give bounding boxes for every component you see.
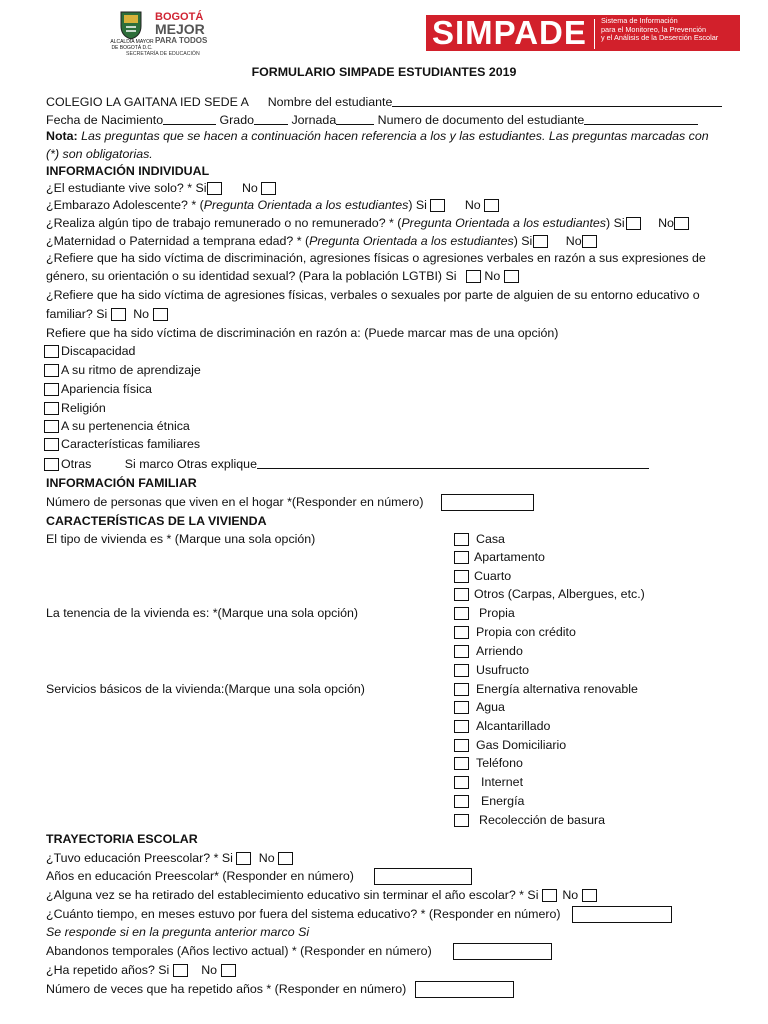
servicio-option[interactable] — [454, 682, 638, 697]
q-trabajo-end: ) Si — [606, 216, 625, 230]
no-label: No — [658, 216, 674, 230]
retirado-no-checkbox[interactable] — [582, 889, 597, 902]
personas-hogar-field[interactable] — [441, 494, 534, 511]
q-trabajo-italic: Pregunta Orientada a los estudiantes — [401, 216, 607, 230]
simpade-sub-line1: Sistema de Información — [601, 16, 678, 25]
q-maternidad — [46, 234, 597, 249]
fecha-label: Fecha de Nacimiento — [46, 113, 164, 127]
disc-label: Discapacidad — [61, 344, 136, 358]
disc-option[interactable] — [44, 419, 190, 434]
vivienda-heading: CARACTERÍSTICAS DE LA VIVIENDA — [46, 514, 267, 528]
q-agresiones-1: ¿Refiere que ha sido víctima de agresiones físicas, verbales o sexuales por parte de alguien de su entorno educativo o — [46, 288, 700, 302]
no-label: No — [133, 307, 150, 321]
tiempo-fuera-field[interactable] — [572, 906, 672, 923]
servicio-option[interactable] — [454, 756, 523, 771]
disc-option-otras[interactable] — [44, 457, 649, 472]
nota-line — [46, 129, 709, 144]
tipo-label: Casa — [476, 532, 505, 546]
maternidad-si-checkbox[interactable] — [533, 235, 548, 248]
no-label: No — [201, 963, 218, 977]
q-preescolar — [46, 851, 293, 866]
form-title: FORMULARIO SIMPADE ESTUDIANTES 2019 — [251, 65, 517, 79]
tenencia-label: Usufructo — [476, 663, 530, 677]
tenencia-label: Propia con crédito — [476, 625, 576, 639]
disc-checkbox[interactable] — [44, 402, 59, 415]
tipo-option[interactable] — [454, 569, 511, 584]
bogota-crest-icon — [118, 10, 144, 40]
servicio-checkbox[interactable] — [454, 795, 469, 808]
servicio-checkbox[interactable] — [454, 739, 469, 752]
disc-checkbox[interactable] — [44, 458, 59, 471]
q-maternidad-text: ¿Maternidad o Paternidad a temprana edad? * ( — [46, 234, 310, 248]
disc-label: Características familiares — [61, 437, 201, 451]
disc-option[interactable] — [44, 437, 200, 452]
simpade-divider — [594, 19, 595, 49]
discriminacion-heading: Refiere que ha sido víctima de discriminación en razón a: (Puede marcar mas de una opción) — [46, 326, 559, 340]
tenencia-label: La tenencia de la vivienda es: *(Marque una sola opción) — [46, 606, 359, 620]
q-embarazo-italic: Pregunta Orientada a los estudiantes — [203, 198, 409, 212]
disc-label: Apariencia física — [61, 382, 152, 396]
bogota-logo-line2: MEJOR — [155, 21, 205, 37]
fecha-line — [46, 113, 698, 128]
q-embarazo-text: ¿Embarazo Adolescente? * ( — [46, 198, 204, 212]
q-retirado — [46, 888, 597, 903]
nombre-field[interactable] — [392, 106, 722, 107]
bogota-logo-line1: BOGOTÁ — [155, 11, 204, 23]
bogota-logo-line3: PARA TODOS — [155, 36, 208, 45]
no-label: No — [562, 888, 579, 902]
no-label: No — [241, 181, 258, 195]
servicio-label: Internet — [481, 775, 524, 789]
trabajo-si-checkbox[interactable] — [626, 217, 641, 230]
tipo-checkbox[interactable] — [454, 533, 469, 546]
anos-preescolar-field[interactable] — [374, 868, 472, 885]
tenencia-checkbox[interactable] — [454, 607, 469, 620]
tipo-checkbox[interactable] — [454, 588, 469, 601]
grado-label: Grado — [219, 113, 254, 127]
embarazo-si-checkbox[interactable] — [430, 199, 445, 212]
tenencia-option[interactable] — [454, 606, 515, 621]
disc-option[interactable] — [44, 401, 106, 416]
nota-text: Las preguntas que se hacen a continuación hacen referencia a los y las estudiantes. Las preguntas marcadas con — [81, 129, 709, 143]
tipo-checkbox[interactable] — [454, 551, 469, 564]
nota-text-2: (*) son obligatorias. — [46, 147, 153, 161]
documento-field[interactable] — [584, 124, 698, 125]
q-discriminacion-lgtbi-1: ¿Refiere que ha sido víctima de discriminación, agresiones físicas o agresiones verbales en razón a sus expresiones de — [46, 251, 706, 265]
q-vive-solo-text: ¿El estudiante vive solo? * Si — [46, 181, 207, 195]
tipo-label: Cuarto — [474, 569, 512, 583]
q-agresiones-2 — [46, 307, 168, 322]
q-repetido-text: ¿Ha repetido años? Si — [46, 963, 170, 977]
nombre-label: Nombre del estudiante — [267, 95, 393, 109]
agresiones-si-checkbox[interactable] — [111, 308, 126, 321]
q-anos-preescolar: Años en educación Preescolar* (Responder en número) — [46, 869, 354, 883]
tipo-option[interactable] — [454, 587, 645, 602]
no-label: No — [484, 269, 501, 283]
q-embarazo-end: ) Si — [408, 198, 427, 212]
tenencia-option[interactable] — [454, 663, 529, 678]
simpade-sub-line3: y el Análisis de la Deserción Escolar — [601, 33, 719, 43]
familiar-heading: INFORMACIÓN FAMILIAR — [46, 476, 197, 490]
individual-heading: INFORMACIÓN INDIVIDUAL — [46, 164, 210, 178]
q-maternidad-end: ) Si — [513, 234, 533, 248]
tipo-checkbox[interactable] — [454, 570, 469, 583]
servicios-label: Servicios básicos de la vivienda:(Marque una sola opción) — [46, 682, 365, 696]
colegio-line — [46, 95, 722, 110]
documento-label: Numero de documento del estudiante — [377, 113, 585, 127]
jornada-field[interactable] — [336, 124, 374, 125]
q-embarazo — [46, 198, 499, 213]
otras-explique-field[interactable] — [257, 468, 649, 469]
servicio-option[interactable] — [454, 738, 566, 753]
disc-option[interactable] — [44, 363, 201, 378]
repetido-no-checkbox[interactable] — [221, 964, 236, 977]
servicio-checkbox[interactable] — [454, 757, 469, 770]
alcaldia-text: ALCALDÍA MAYOR DE BOGOTÁ D.C. — [110, 39, 154, 51]
disc-checkbox[interactable] — [44, 345, 59, 358]
servicio-checkbox[interactable] — [454, 683, 469, 696]
jornada-label: Jornada — [291, 113, 337, 127]
tenencia-checkbox[interactable] — [454, 645, 469, 658]
disc-checkbox[interactable] — [44, 383, 59, 396]
servicio-label: Teléfono — [476, 756, 523, 770]
q-veces-repetido: Número de veces que ha repetido años * (Responder en número) — [46, 982, 407, 996]
q-personas-hogar: Número de personas que viven en el hogar *(Responder en número) — [46, 495, 424, 509]
q-tiempo-fuera: ¿Cuánto tiempo, en meses estuvo por fuera del sistema educativo? * (Responder en número) — [46, 907, 561, 921]
tenencia-checkbox[interactable] — [454, 626, 469, 639]
no-label: No — [464, 198, 481, 212]
disc-option[interactable] — [44, 382, 152, 397]
servicio-checkbox[interactable] — [454, 720, 469, 733]
q-abandonos: Abandonos temporales (Años lectivo actual) * (Responder en número) — [46, 944, 432, 958]
vive-solo-no-checkbox[interactable] — [261, 182, 276, 195]
no-label: No — [258, 851, 275, 865]
servicio-label: Agua — [476, 700, 505, 714]
tipo-option[interactable] — [454, 550, 545, 565]
q-discriminacion-lgtbi-2 — [46, 269, 519, 284]
servicio-option[interactable] — [454, 700, 505, 715]
grado-field[interactable] — [254, 124, 288, 125]
q-lgtbi-text: género, su orientación o su identidad sexual? (Para la población LGTBI) Si — [46, 269, 457, 283]
q-retirado-text: ¿Alguna vez se ha retirado del establecimiento educativo sin terminar el año escolar? * Si — [46, 888, 539, 902]
q-repetido — [46, 963, 236, 978]
bogota-mejor-logo — [155, 12, 207, 45]
veces-repetido-field[interactable] — [415, 981, 514, 998]
servicio-label: Gas Domiciliario — [476, 738, 567, 752]
simpade-sub-line2: para el Monitoreo, la Prevención — [601, 24, 707, 34]
servicio-option[interactable] — [454, 775, 523, 790]
retirado-si-checkbox[interactable] — [542, 889, 557, 902]
no-label: No — [565, 234, 582, 248]
trayectoria-heading: TRAYECTORIA ESCOLAR — [46, 832, 198, 846]
disc-checkbox[interactable] — [44, 420, 59, 433]
q-vive-solo — [46, 181, 276, 196]
preescolar-si-checkbox[interactable] — [236, 852, 251, 865]
tenencia-option[interactable] — [454, 644, 523, 659]
agresiones-no-checkbox[interactable] — [153, 308, 168, 321]
tipo-label: Otros (Carpas, Albergues, etc.) — [474, 587, 645, 601]
colegio-name: COLEGIO LA GAITANA IED SEDE A — [46, 95, 249, 109]
trabajo-no-checkbox[interactable] — [674, 217, 689, 230]
q-trabajo-text: ¿Realiza algún tipo de trabajo remunerado o no remunerado? * ( — [46, 216, 402, 230]
disc-option[interactable] — [44, 344, 135, 359]
disc-checkbox[interactable] — [44, 364, 59, 377]
servicio-option[interactable] — [454, 813, 605, 828]
disc-label: Otras — [61, 457, 92, 471]
tenencia-label: Arriendo — [476, 644, 523, 658]
fecha-field[interactable] — [163, 124, 216, 125]
abandonos-field[interactable] — [453, 943, 552, 960]
tipo-label: Apartamento — [474, 550, 545, 564]
maternidad-no-checkbox[interactable] — [582, 235, 597, 248]
vive-solo-si-checkbox[interactable] — [207, 182, 222, 195]
servicio-label: Energía — [481, 794, 525, 808]
embarazo-no-checkbox[interactable] — [484, 199, 499, 212]
servicio-option[interactable] — [454, 719, 550, 734]
simpade-logo-subtitle — [601, 17, 718, 43]
nota-si-text: Se responde si en la pregunta anterior marco Si — [46, 925, 310, 939]
servicio-label: Alcantarillado — [476, 719, 551, 733]
servicio-checkbox[interactable] — [454, 814, 469, 827]
tenencia-label: Propia — [479, 606, 515, 620]
tenencia-checkbox[interactable] — [454, 664, 469, 677]
tipo-option[interactable] — [454, 532, 505, 547]
tipo-vivienda-label: El tipo de vivienda es * (Marque una sola opción) — [46, 532, 316, 546]
q-trabajo — [46, 216, 689, 231]
servicio-option[interactable] — [454, 794, 524, 809]
disc-label: Religión — [61, 401, 106, 415]
q-preescolar-text: ¿Tuvo educación Preescolar? * Si — [46, 851, 233, 865]
disc-label: A su pertenencia étnica — [61, 419, 190, 433]
lgtbi-no-checkbox[interactable] — [504, 270, 519, 283]
servicio-label: Recolección de basura — [479, 813, 606, 827]
otras-explique-label: Si marco Otras explique — [124, 457, 257, 471]
preescolar-no-checkbox[interactable] — [278, 852, 293, 865]
q-agresiones-text: familiar? Si — [46, 307, 108, 321]
servicio-checkbox[interactable] — [454, 776, 469, 789]
disc-label: A su ritmo de aprendizaje — [61, 363, 201, 377]
lgtbi-si-checkbox[interactable] — [466, 270, 481, 283]
tenencia-option[interactable] — [454, 625, 576, 640]
nota-label: Nota: — [46, 129, 78, 143]
repetido-si-checkbox[interactable] — [173, 964, 188, 977]
disc-checkbox[interactable] — [44, 438, 59, 451]
q-maternidad-italic: Pregunta Orientada a los estudiantes — [309, 234, 514, 248]
simpade-logo-word: SIMPADE — [432, 14, 587, 51]
servicio-checkbox[interactable] — [454, 701, 469, 714]
servicio-label: Energía alternativa renovable — [476, 682, 638, 696]
secretaria-text: SECRETARÍA DE EDUCACIÓN — [126, 51, 200, 57]
